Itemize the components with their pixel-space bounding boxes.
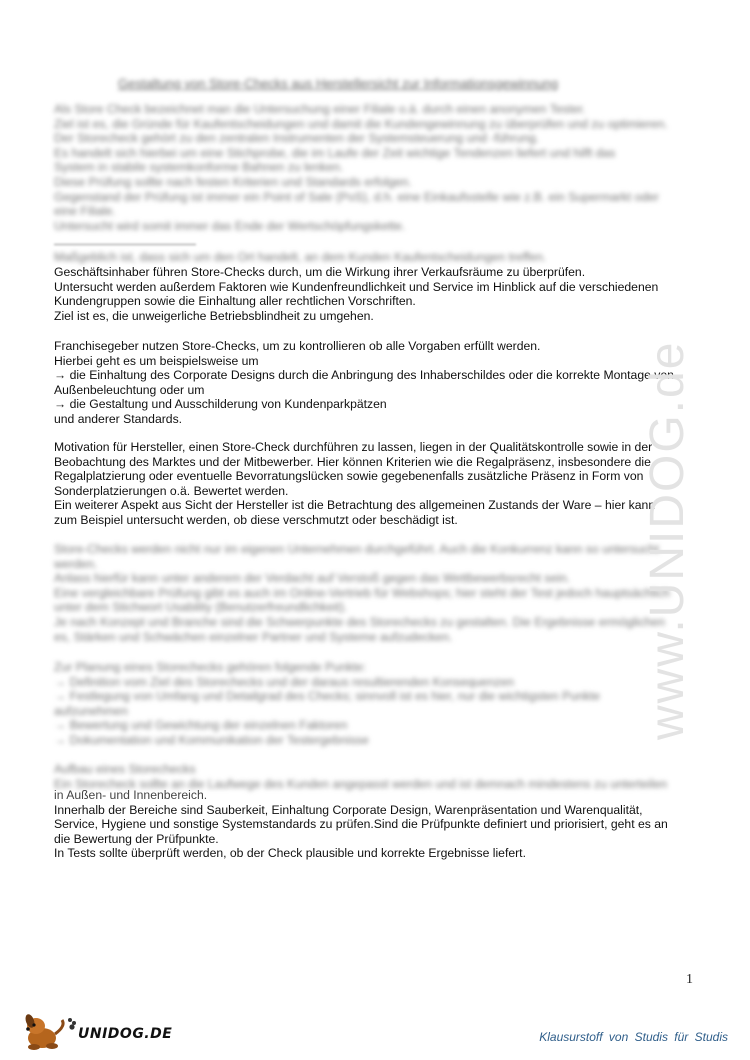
- text-line: Es handelt sich hierbei um eine Stichprobe, die im Laufe der Zeit wichtige Tendenzen liefert und hilft das: [54, 145, 616, 160]
- dog-icon: [22, 1012, 78, 1052]
- watermark: [640, 140, 750, 740]
- text-line: Je nach Konzept und Branche sind die Schwerpunkte des Storechecks zu gestalten. Die Ergebnisse ermöglichen: [54, 614, 666, 629]
- separator-rule: [54, 244, 196, 245]
- footer-tagline: Klausurstoff von Studis für Studis: [539, 1030, 728, 1044]
- paragraph-manufacturer: [54, 440, 704, 528]
- text-line: → Festlegung von Umfang und Detailgrad des Checks; sinnvoll ist es hier, nur die wichtigsten Punkte: [54, 689, 601, 704]
- text-line: → Dokumentation und Kommunikation der Testergebnisse: [54, 732, 369, 747]
- text-line: Ziel ist es, die Gründe für Kaufentscheidungen und damit die Kundengewinnung zu überprüfen und zu optimieren.: [54, 116, 668, 131]
- text-line: Ein Storecheck sollte an die Laufwege des Kunden angepasst werden und ist demnach mindestens zu unterteilen: [54, 776, 668, 791]
- blurred-line: [54, 250, 704, 265]
- text-line: unter dem Stichwort Usability (Benutzerfreundlichkeit).: [54, 600, 348, 615]
- text-line: Hierbei geht es um beispielsweise um: [54, 353, 259, 368]
- text-line: Regalplatzierung oder eventuelle Bevorratungslücken sowie gegebenenfalls zusätzliche Präsenz in Form von: [54, 469, 644, 484]
- text-line: aufzunehmen: [54, 703, 128, 718]
- text-line: eine Filiale.: [54, 204, 116, 219]
- text-line: Außenbeleuchtung oder um: [54, 382, 205, 397]
- page-number: 1: [686, 972, 693, 987]
- text-line: Sonderplatzierungen o.ä. Bewertet werden.: [54, 483, 289, 498]
- text-line: Aufbau eines Storechecks: [54, 762, 196, 776]
- blurred-paragraph-competition: [54, 542, 704, 644]
- blurred-paragraph-structure: [54, 762, 704, 791]
- text-line: Gegenstand der Prüfung ist immer ein Point of Sale (PoS), d.h. eine Einkaufsstelle wie z.B. ein Supermarkt oder: [54, 189, 659, 204]
- paragraph-franchise: [54, 339, 704, 427]
- text-line: Als Store Check bezeichnet man die Untersuchung einer Filiale o.ä. durch einen anonymen Tester.: [54, 102, 586, 116]
- text-line: Anlass hierfür kann unter anderem der Verdacht auf Verstoß gegen das Wettbewerbsrecht sein.: [54, 571, 571, 586]
- text-line: Kundengruppen sowie die Einhaltung aller rechtlichen Vorschriften.: [54, 294, 416, 309]
- text-line: Motivation für Hersteller, einen Store-Check durchführen zu lassen, liegen in der Qualitätskontrolle sowie in der: [54, 440, 653, 454]
- watermark-text: www.UNIDOG.de: [641, 340, 694, 740]
- text-line: Zur Planung eines Storechecks gehören folgende Punkte:: [54, 660, 367, 674]
- text-line: Store-Checks werden nicht nur im eigenen Unternehmen durchgeführt. Auch die Konkurrenz kann so untersucht: [54, 542, 659, 556]
- text-line: Untersucht werden außerdem Faktoren wie Kundenfreundlichkeit und Service im Hinblick auf die verschiedenen: [54, 279, 659, 294]
- text-line: und anderer Standards.: [54, 411, 183, 426]
- intro-paragraph: [54, 102, 704, 233]
- text-line: Eine vergleichbare Prüfung gibt es auch im Online-Vertrieb für Webshops; hier steht der Test jedoch hauptsächlich: [54, 585, 671, 600]
- text-line: In Tests sollte überprüft werden, ob der Check plausible und korrekte Ergebnisse liefert.: [54, 846, 526, 861]
- text-line: Service, Hygiene und sonstige Systemstandards zu prüfen.Sind die Prüfpunkte definiert und priorisiert, geht es an: [54, 817, 668, 832]
- text-line: Der Storecheck gehört zu den zentralen Instrumenten der Systemsteuerung und -führung.: [54, 131, 540, 146]
- text-line: Innerhalb der Bereiche sind Sauberkeit, Einhaltung Corporate Design, Warenpräsentation und Warenqualität,: [54, 802, 643, 817]
- text-line: in Außen- und Innenbereich.: [54, 788, 208, 802]
- unidog-logo: [22, 1012, 172, 1052]
- paragraph-checkpoints: [54, 788, 704, 861]
- text-line: zum Beispiel untersucht werden, ob diese verschmutzt oder beschädigt ist.: [54, 512, 458, 527]
- text-line: Beobachtung des Marktes und der Mitbewerber. Hier können Kriterien wie die Regalpräsenz, insbesondere die: [54, 454, 651, 469]
- text-line: System in stabile systemkonforme Bahnen zu lenken.: [54, 160, 344, 175]
- text-line: Diese Prüfung sollte nach festen Kriterien und Standards erfolgen.: [54, 174, 412, 189]
- paragraph-owners: [54, 265, 704, 323]
- text-line: Untersucht wird somit immer das Ende der Wertschöpfungskette.: [54, 218, 406, 233]
- text-line: werden.: [54, 556, 98, 571]
- text-line: Ziel ist es, die unweigerliche Betriebsblindheit zu umgehen.: [54, 308, 374, 323]
- text-line: Maßgeblich ist, dass sich um den Ort handelt, an dem Kunden Kaufentscheidungen treffen.: [54, 250, 547, 264]
- text-line: Ein weiterer Aspekt aus Sicht der Hersteller ist die Betrachtung des allgemeinen Zustands der Ware – hier kann: [54, 498, 656, 513]
- text-line: → Bewertung und Gewichtung der einzelnen Faktoren: [54, 718, 348, 733]
- text-line: die Bewertung der Prüfpunkte.: [54, 831, 219, 846]
- text-line: → die Einhaltung des Corporate Designs durch die Anbringung des Inhaberschildes oder die korrekte Montage von: [54, 368, 674, 383]
- text-line: Franchisegeber nutzen Store-Checks, um zu kontrollieren ob alle Vorgaben erfüllt werden.: [54, 339, 541, 353]
- text-line: es, Stärken und Schwächen einzelner Partner und Systeme aufzudecken.: [54, 629, 453, 644]
- document-title: Gestaltung von Store-Checks aus Herstellersicht zur Informationsgewinnung: [118, 76, 559, 91]
- text-line: → die Gestaltung und Ausschilderung von Kundenparkpätzen: [54, 397, 387, 412]
- text-line: Geschäftsinhaber führen Store-Checks durch, um die Wirkung ihrer Verkaufsräume zu überprüfen.: [54, 265, 586, 279]
- text-line: → Definition vom Ziel des Storechecks und der daraus resultierenden Konsequenzen: [54, 674, 515, 689]
- logo-text: UNIDOG.DE: [78, 1026, 173, 1042]
- blurred-paragraph-planning: [54, 660, 704, 748]
